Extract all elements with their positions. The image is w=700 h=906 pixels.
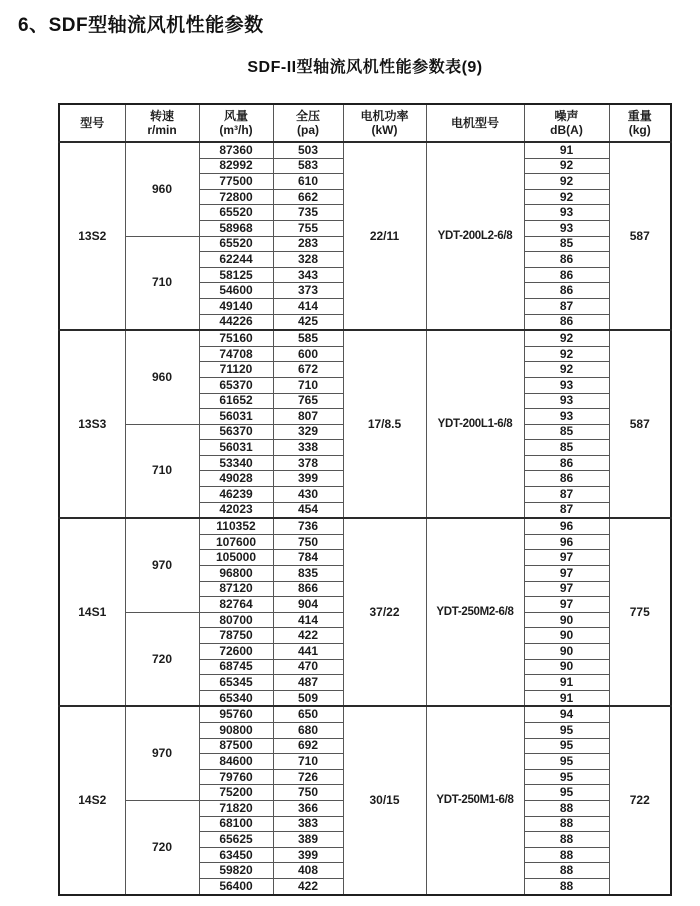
power-cell: 30/15 xyxy=(343,706,426,894)
noise-cell: 95 xyxy=(524,738,609,754)
model-cell: 14S2 xyxy=(59,706,125,894)
airflow-cell: 56400 xyxy=(199,878,273,894)
pressure-cell: 904 xyxy=(273,597,343,613)
pressure-cell: 425 xyxy=(273,314,343,330)
airflow-cell: 74708 xyxy=(199,346,273,362)
noise-cell: 90 xyxy=(524,612,609,628)
speed-cell: 710 xyxy=(125,424,199,518)
noise-cell: 96 xyxy=(524,518,609,534)
header-airflow-unit: (m³/h) xyxy=(219,123,253,137)
table-row xyxy=(59,518,671,534)
header-speed xyxy=(125,104,199,142)
airflow-cell: 75200 xyxy=(199,785,273,801)
pressure-cell: 328 xyxy=(273,252,343,268)
noise-cell: 93 xyxy=(524,377,609,393)
airflow-cell: 49028 xyxy=(199,471,273,487)
pressure-cell: 430 xyxy=(273,487,343,503)
header-weight xyxy=(609,104,671,142)
airflow-cell: 72800 xyxy=(199,189,273,205)
header-power xyxy=(343,104,426,142)
noise-cell: 85 xyxy=(524,236,609,252)
header-noise-label: 噪声 xyxy=(554,108,579,123)
airflow-cell: 65625 xyxy=(199,832,273,848)
noise-cell: 88 xyxy=(524,816,609,832)
pressure-cell: 454 xyxy=(273,502,343,518)
pressure-cell: 610 xyxy=(273,174,343,190)
airflow-cell: 61652 xyxy=(199,393,273,409)
airflow-cell: 78750 xyxy=(199,628,273,644)
noise-cell: 91 xyxy=(524,675,609,691)
noise-cell: 86 xyxy=(524,283,609,299)
header-model-label: 型号 xyxy=(80,115,105,130)
header-weight-unit: (kg) xyxy=(628,123,651,137)
pressure-cell: 329 xyxy=(273,424,343,440)
header-airflow xyxy=(199,104,273,142)
weight-cell: 722 xyxy=(609,706,671,894)
table-body xyxy=(59,142,671,895)
pressure-cell: 650 xyxy=(273,706,343,722)
airflow-cell: 44226 xyxy=(199,314,273,330)
pressure-cell: 366 xyxy=(273,800,343,816)
noise-cell: 90 xyxy=(524,644,609,660)
airflow-cell: 65340 xyxy=(199,690,273,706)
noise-cell: 92 xyxy=(524,158,609,174)
airflow-cell: 65520 xyxy=(199,236,273,252)
pressure-cell: 726 xyxy=(273,769,343,785)
motor-cell: YDT-200L1-6/8 xyxy=(426,330,524,518)
noise-cell: 93 xyxy=(524,220,609,236)
pressure-cell: 422 xyxy=(273,628,343,644)
noise-cell: 88 xyxy=(524,832,609,848)
noise-cell: 88 xyxy=(524,800,609,816)
noise-cell: 93 xyxy=(524,409,609,425)
noise-cell: 95 xyxy=(524,785,609,801)
header-pressure xyxy=(273,104,343,142)
pressure-cell: 765 xyxy=(273,393,343,409)
airflow-cell: 63450 xyxy=(199,847,273,863)
noise-cell: 86 xyxy=(524,252,609,268)
noise-cell: 85 xyxy=(524,440,609,456)
speed-cell: 720 xyxy=(125,612,199,706)
power-cell: 22/11 xyxy=(343,142,426,330)
airflow-cell: 46239 xyxy=(199,487,273,503)
airflow-cell: 82764 xyxy=(199,597,273,613)
speed-cell: 720 xyxy=(125,800,199,894)
airflow-cell: 72600 xyxy=(199,644,273,660)
noise-cell: 97 xyxy=(524,581,609,597)
pressure-cell: 414 xyxy=(273,612,343,628)
noise-cell: 88 xyxy=(524,878,609,894)
airflow-cell: 53340 xyxy=(199,455,273,471)
airflow-cell: 71120 xyxy=(199,362,273,378)
airflow-cell: 87360 xyxy=(199,142,273,158)
header-power-label: 电机功率 xyxy=(360,108,409,123)
header-motor-label: 电机型号 xyxy=(450,115,499,130)
motor-cell: YDT-200L2-6/8 xyxy=(426,142,524,330)
weight-cell: 587 xyxy=(609,142,671,330)
noise-cell: 87 xyxy=(524,487,609,503)
speed-cell: 710 xyxy=(125,236,199,330)
pressure-cell: 662 xyxy=(273,189,343,205)
header-motor xyxy=(426,104,524,142)
power-cell: 17/8.5 xyxy=(343,330,426,518)
noise-cell: 86 xyxy=(524,471,609,487)
noise-cell: 86 xyxy=(524,314,609,330)
noise-cell: 93 xyxy=(524,393,609,409)
pressure-cell: 600 xyxy=(273,346,343,362)
airflow-cell: 77500 xyxy=(199,174,273,190)
pressure-cell: 866 xyxy=(273,581,343,597)
header-noise xyxy=(524,104,609,142)
noise-cell: 92 xyxy=(524,189,609,205)
noise-cell: 92 xyxy=(524,362,609,378)
airflow-cell: 107600 xyxy=(199,534,273,550)
pressure-cell: 389 xyxy=(273,832,343,848)
header-weight-label: 重量 xyxy=(627,108,652,123)
pressure-cell: 422 xyxy=(273,878,343,894)
noise-cell: 92 xyxy=(524,174,609,190)
fan-performance-table xyxy=(58,103,672,896)
header-row xyxy=(59,104,671,142)
header-speed-label: 转速 xyxy=(149,108,174,123)
pressure-cell: 736 xyxy=(273,518,343,534)
airflow-cell: 49140 xyxy=(199,298,273,314)
pressure-cell: 835 xyxy=(273,566,343,582)
airflow-cell: 65345 xyxy=(199,675,273,691)
pressure-cell: 414 xyxy=(273,298,343,314)
noise-cell: 96 xyxy=(524,534,609,550)
table-title: SDF-II型轴流风机性能参数表(9) xyxy=(247,59,483,76)
pressure-cell: 408 xyxy=(273,863,343,879)
pressure-cell: 585 xyxy=(273,330,343,346)
pressure-cell: 378 xyxy=(273,455,343,471)
airflow-cell: 71820 xyxy=(199,800,273,816)
table-row xyxy=(59,142,671,158)
pressure-cell: 672 xyxy=(273,362,343,378)
pressure-cell: 343 xyxy=(273,267,343,283)
noise-cell: 88 xyxy=(524,863,609,879)
pressure-cell: 807 xyxy=(273,409,343,425)
noise-cell: 91 xyxy=(524,690,609,706)
airflow-cell: 84600 xyxy=(199,754,273,770)
header-pressure-unit: (pa) xyxy=(297,123,319,137)
pressure-cell: 710 xyxy=(273,754,343,770)
header-model xyxy=(59,104,125,142)
noise-cell: 91 xyxy=(524,142,609,158)
motor-cell: YDT-250M2-6/8 xyxy=(426,518,524,706)
airflow-cell: 87500 xyxy=(199,738,273,754)
page-title: 6、SDF型轴流风机性能参数 xyxy=(18,15,264,36)
airflow-cell: 87120 xyxy=(199,581,273,597)
header-pressure-label: 全压 xyxy=(295,108,320,123)
pressure-cell: 383 xyxy=(273,816,343,832)
speed-cell: 960 xyxy=(125,330,199,424)
pressure-cell: 487 xyxy=(273,675,343,691)
noise-cell: 92 xyxy=(524,346,609,362)
pressure-cell: 755 xyxy=(273,220,343,236)
airflow-cell: 82992 xyxy=(199,158,273,174)
airflow-cell: 58968 xyxy=(199,220,273,236)
model-cell: 13S2 xyxy=(59,142,125,330)
header-airflow-label: 风量 xyxy=(223,108,248,123)
airflow-cell: 62244 xyxy=(199,252,273,268)
noise-cell: 95 xyxy=(524,754,609,770)
motor-cell: YDT-250M1-6/8 xyxy=(426,706,524,894)
airflow-cell: 59820 xyxy=(199,863,273,879)
pressure-cell: 503 xyxy=(273,142,343,158)
pressure-cell: 373 xyxy=(273,283,343,299)
pressure-cell: 509 xyxy=(273,690,343,706)
model-cell: 13S3 xyxy=(59,330,125,518)
model-cell: 14S1 xyxy=(59,518,125,706)
speed-cell: 970 xyxy=(125,518,199,612)
pressure-cell: 680 xyxy=(273,722,343,738)
pressure-cell: 750 xyxy=(273,785,343,801)
pressure-cell: 784 xyxy=(273,550,343,566)
pressure-cell: 399 xyxy=(273,847,343,863)
airflow-cell: 68100 xyxy=(199,816,273,832)
noise-cell: 90 xyxy=(524,659,609,675)
noise-cell: 97 xyxy=(524,597,609,613)
power-cell: 37/22 xyxy=(343,518,426,706)
speed-cell: 960 xyxy=(125,142,199,236)
pressure-cell: 583 xyxy=(273,158,343,174)
airflow-cell: 90800 xyxy=(199,722,273,738)
pressure-cell: 692 xyxy=(273,738,343,754)
airflow-cell: 65520 xyxy=(199,205,273,221)
airflow-cell: 54600 xyxy=(199,283,273,299)
noise-cell: 88 xyxy=(524,847,609,863)
pressure-cell: 470 xyxy=(273,659,343,675)
noise-cell: 95 xyxy=(524,722,609,738)
airflow-cell: 56031 xyxy=(199,440,273,456)
airflow-cell: 105000 xyxy=(199,550,273,566)
noise-cell: 86 xyxy=(524,455,609,471)
airflow-cell: 68745 xyxy=(199,659,273,675)
noise-cell: 90 xyxy=(524,628,609,644)
table-row xyxy=(59,330,671,346)
airflow-cell: 110352 xyxy=(199,518,273,534)
noise-cell: 97 xyxy=(524,566,609,582)
noise-cell: 87 xyxy=(524,298,609,314)
noise-cell: 94 xyxy=(524,706,609,722)
pressure-cell: 399 xyxy=(273,471,343,487)
noise-cell: 86 xyxy=(524,267,609,283)
airflow-cell: 58125 xyxy=(199,267,273,283)
weight-cell: 775 xyxy=(609,518,671,706)
noise-cell: 97 xyxy=(524,550,609,566)
header-power-unit: (kW) xyxy=(371,123,398,137)
noise-cell: 93 xyxy=(524,205,609,221)
pressure-cell: 441 xyxy=(273,644,343,660)
airflow-cell: 56031 xyxy=(199,409,273,425)
noise-cell: 95 xyxy=(524,769,609,785)
airflow-cell: 96800 xyxy=(199,566,273,582)
noise-cell: 87 xyxy=(524,502,609,518)
airflow-cell: 80700 xyxy=(199,612,273,628)
table-row xyxy=(59,706,671,722)
pressure-cell: 735 xyxy=(273,205,343,221)
noise-cell: 92 xyxy=(524,330,609,346)
weight-cell: 587 xyxy=(609,330,671,518)
header-speed-unit: r/min xyxy=(147,123,177,137)
airflow-cell: 56370 xyxy=(199,424,273,440)
airflow-cell: 75160 xyxy=(199,330,273,346)
noise-cell: 85 xyxy=(524,424,609,440)
airflow-cell: 65370 xyxy=(199,377,273,393)
airflow-cell: 79760 xyxy=(199,769,273,785)
pressure-cell: 283 xyxy=(273,236,343,252)
airflow-cell: 95760 xyxy=(199,706,273,722)
pressure-cell: 338 xyxy=(273,440,343,456)
pressure-cell: 710 xyxy=(273,377,343,393)
pressure-cell: 750 xyxy=(273,534,343,550)
speed-cell: 970 xyxy=(125,706,199,800)
airflow-cell: 42023 xyxy=(199,502,273,518)
header-noise-unit: dB(A) xyxy=(550,123,583,137)
